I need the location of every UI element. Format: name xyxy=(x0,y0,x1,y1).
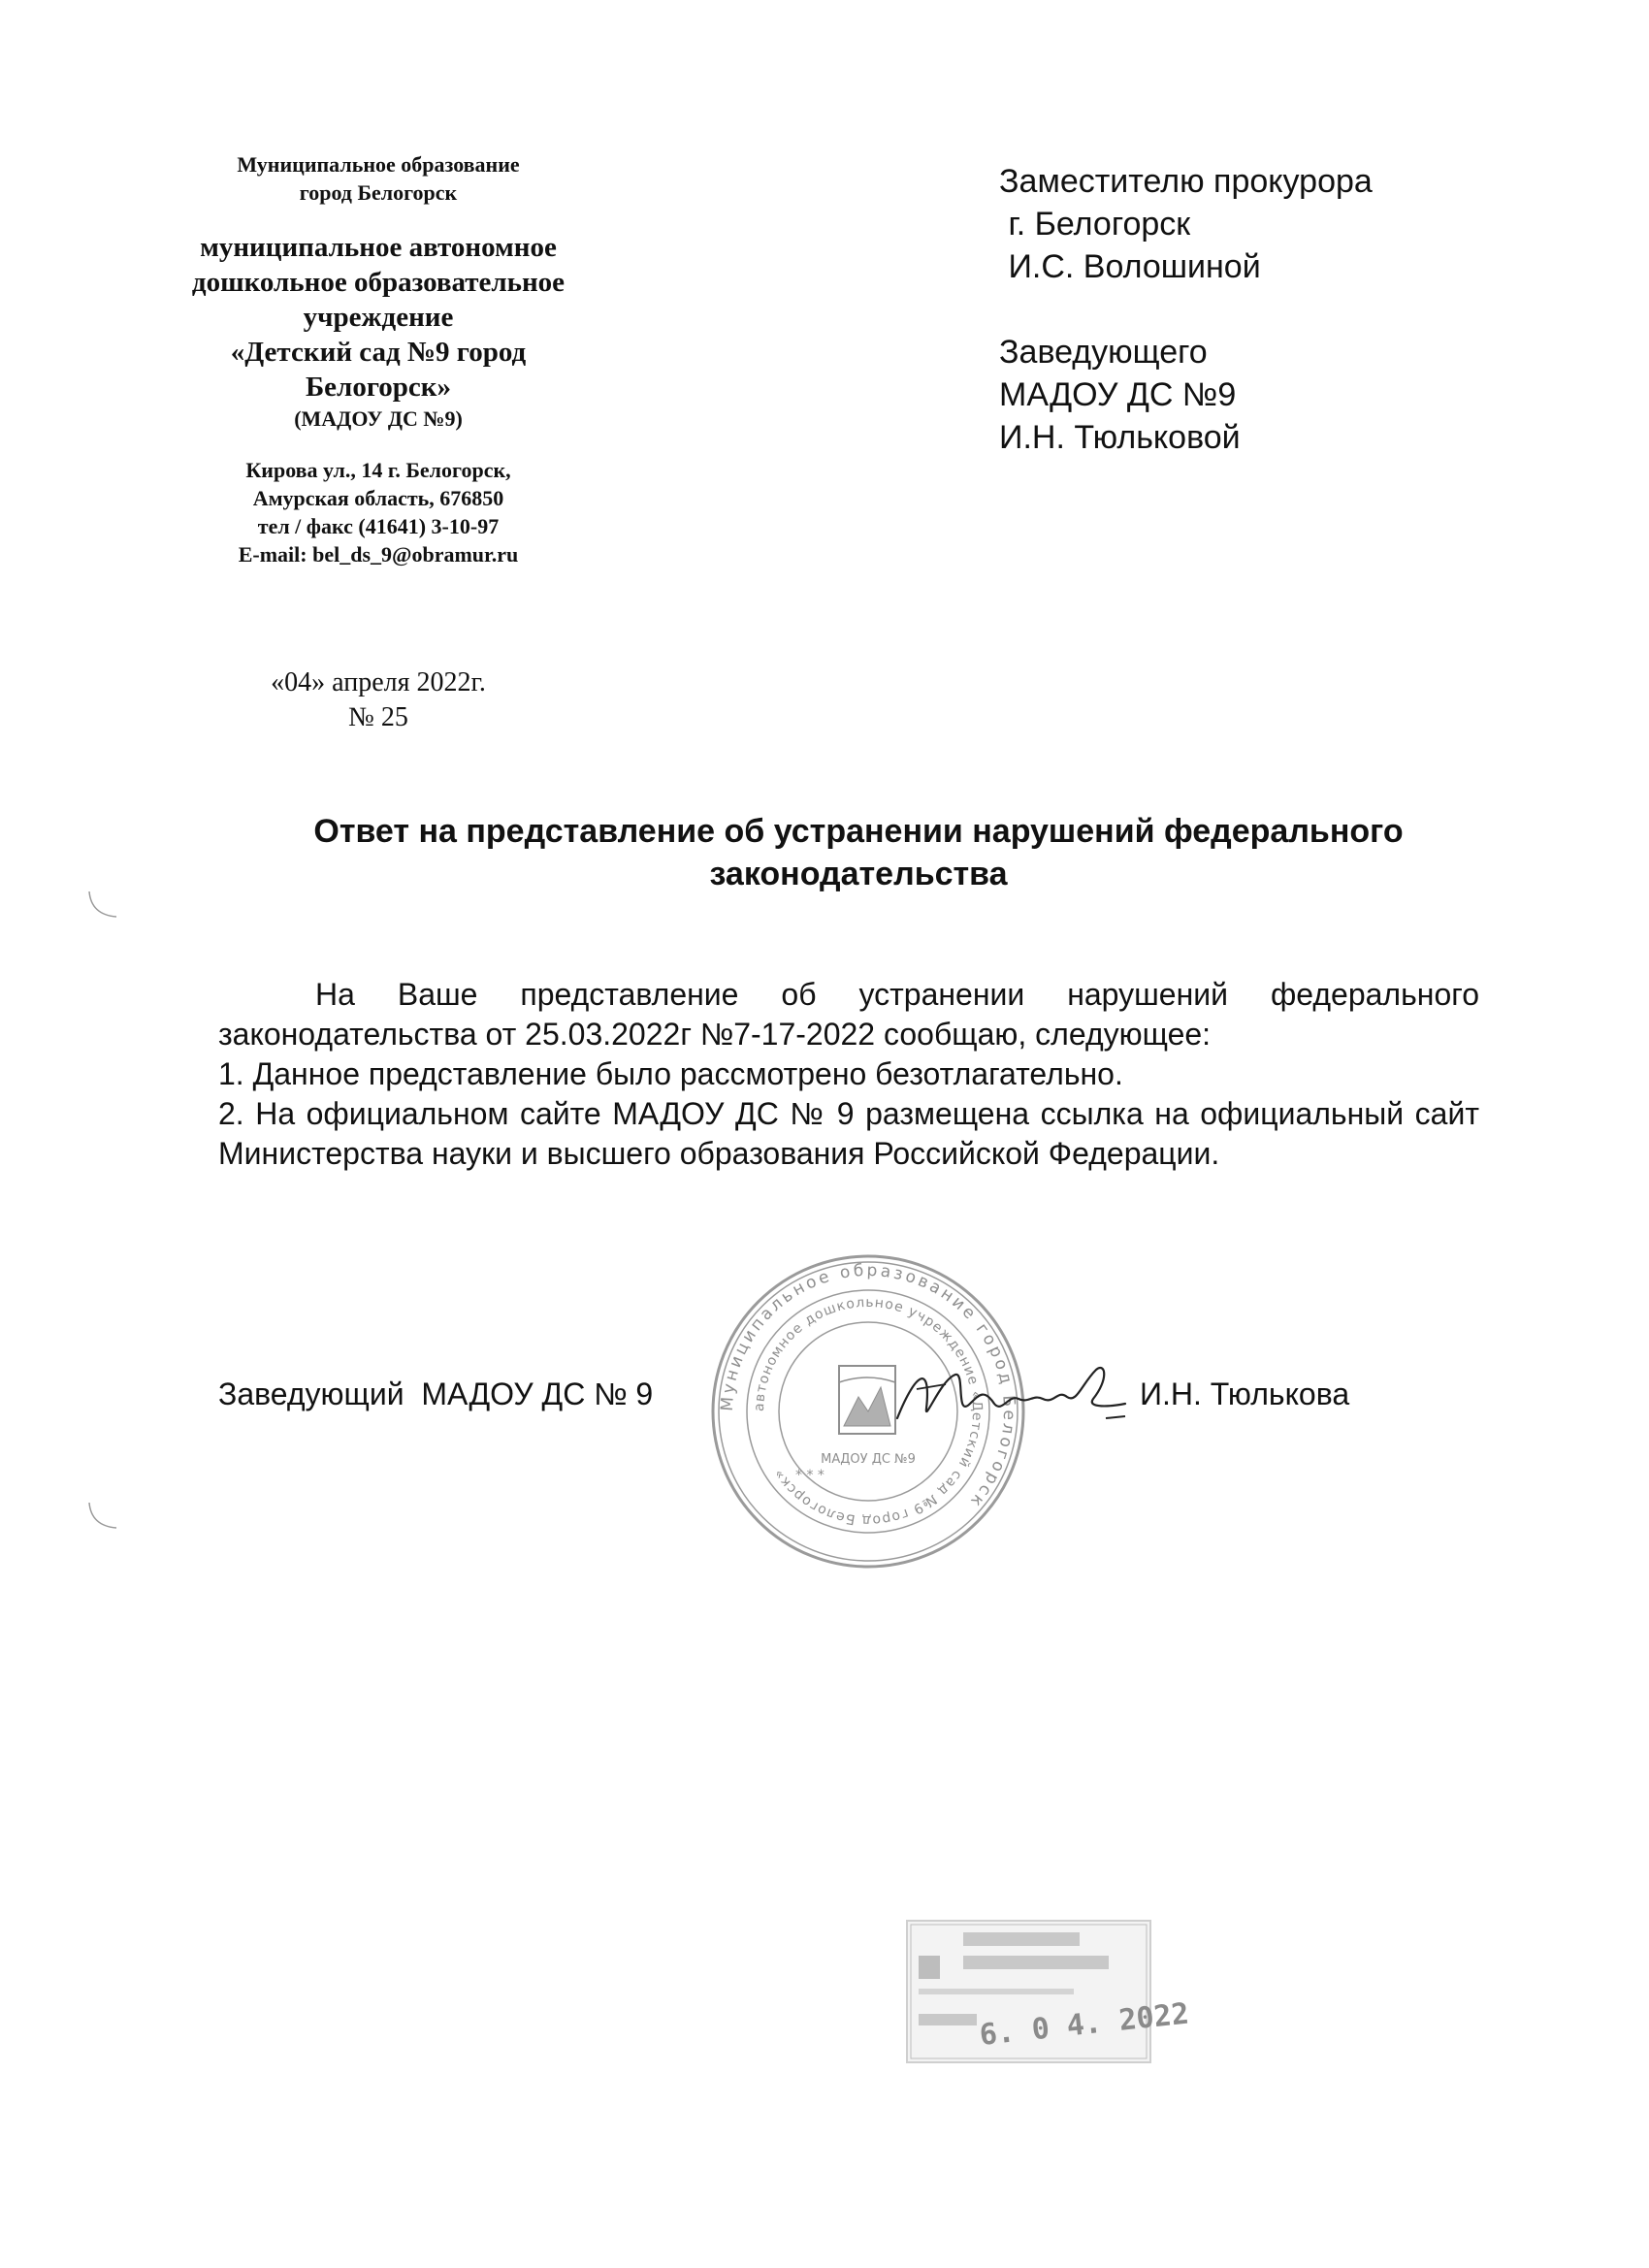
address-line: Кирова ул., 14 г. Белогорск, xyxy=(245,458,511,482)
body-list-item: 1. Данное представление было рассмотрено безотлагательно. xyxy=(218,1056,1123,1091)
svg-text:* * *: * * * xyxy=(795,1468,824,1483)
title-line: законодательства xyxy=(709,856,1008,892)
org-name-line: муниципальное автономное xyxy=(200,232,557,263)
org-name-line: учреждение xyxy=(303,302,454,333)
addressee-block xyxy=(999,160,1373,459)
seal-outer-text: Муниципальное образование город Белогорск xyxy=(717,1260,1019,1513)
seal-center-text: МАДОУ ДС №9 xyxy=(821,1452,916,1467)
address-line: Амурская область, 676850 xyxy=(252,486,504,510)
punch-hole-mark xyxy=(85,888,120,923)
punch-hole-mark xyxy=(85,1499,120,1534)
recipient-line: И.С. Волошиной xyxy=(999,248,1261,285)
signatory-name: И.Н. Тюлькова xyxy=(1140,1377,1350,1411)
sender-person-line: И.Н. Тюльковой xyxy=(999,419,1241,456)
email-line: E-mail: bel_ds_9@obramur.ru xyxy=(238,542,519,567)
org-name-line: «Детский сад №9 город xyxy=(230,337,527,368)
stamp-date: 6. 0 4. 2022 xyxy=(978,1996,1191,2053)
phone-line: тел / факс (41641) 3-10-97 xyxy=(257,514,500,538)
title-line: Ответ на представление об устранении нарушений федерального xyxy=(313,813,1404,850)
municipality-line: Муниципальное образование xyxy=(237,152,520,177)
registration-stamp xyxy=(905,1919,1191,2064)
date-number-block xyxy=(155,665,601,735)
org-name-line: Белогорск» xyxy=(306,372,451,403)
sender-block xyxy=(155,150,601,568)
recipient-line: Заместителю прокурора xyxy=(999,163,1373,200)
document-body xyxy=(218,975,1479,1174)
document-date: «04» апреля 2022г. xyxy=(271,667,486,697)
body-paragraph: На Ваше представление об устранении нарушений федерального законодательства от 25.03.2022г №7-17-2022 сообщаю, следующее: xyxy=(218,977,1479,1052)
recipient-line: г. Белогорск xyxy=(999,206,1191,243)
body-list-item: 2. На официальном сайте МАДОУ ДС № 9 размещена ссылка на официальный сайт Министерства науки и высшего образования Российской Федерации. xyxy=(218,1096,1479,1171)
sender-person-line: Заведующего xyxy=(999,334,1208,371)
org-abbreviation: (МАДОУ ДС №9) xyxy=(294,406,463,431)
document-number: № 25 xyxy=(348,702,408,732)
document-title xyxy=(218,810,1499,895)
org-name-line: дошкольное образовательное xyxy=(191,267,566,298)
signatory-position: Заведующий МАДОУ ДС № 9 xyxy=(218,1377,654,1411)
municipality-line: город Белогорск xyxy=(299,180,458,205)
sender-person-line: МАДОУ ДС №9 xyxy=(999,376,1237,413)
seal-inner-text: автономное дошкольное учреждение «Детский сад №9 город Белогорск» xyxy=(751,1294,986,1529)
handwritten-signature xyxy=(888,1350,1130,1438)
